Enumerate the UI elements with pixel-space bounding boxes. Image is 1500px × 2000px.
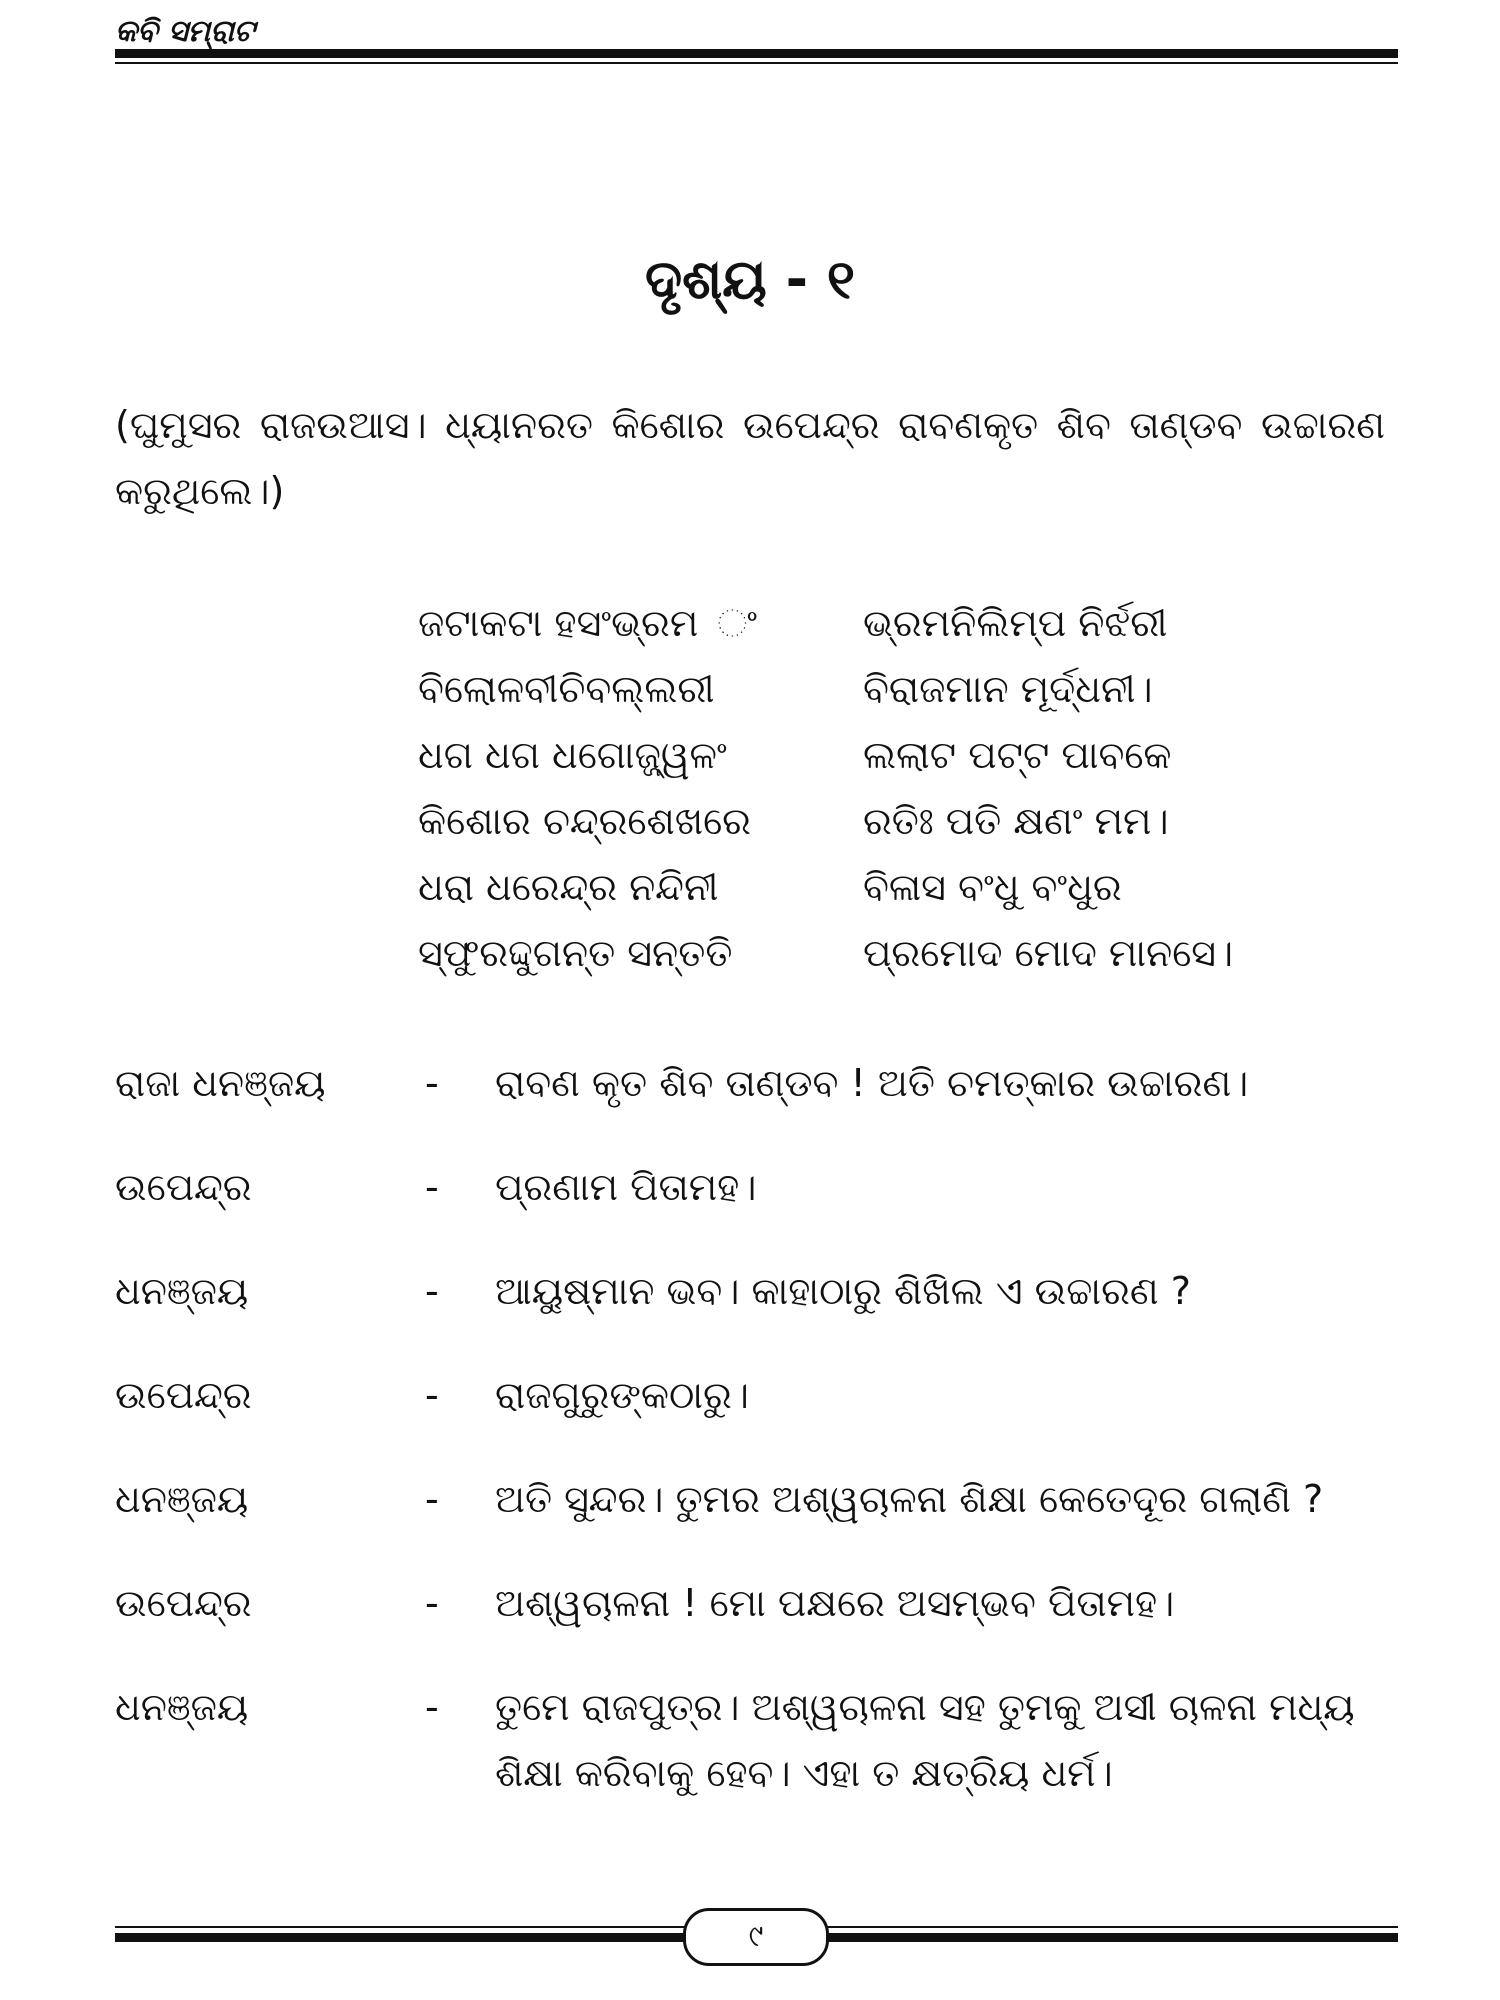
- running-header-title: କବି ସମ୍ରାଟ: [115, 14, 255, 49]
- verse-line-right: ଭ୍ରମନିଲିମ୍ପ ନିର୍ଝରୀ: [863, 601, 1168, 645]
- speaker-dash: -: [425, 1165, 439, 1209]
- speaker-dash: -: [425, 1061, 439, 1105]
- dialogue-block: [115, 1050, 1400, 1844]
- dialogue-text: ଅତି ସୁନ୍ଦର। ତୁମର ଅଶ୍ୱଚାଳନା ଶିକ୍ଷା କେତେଦୂର ଗଲାଣି ?: [495, 1477, 1324, 1521]
- verse-line-left: ଜଟାକଟା ହସଂଭ୍ରମ ଂ: [418, 601, 758, 645]
- verse-line-left: ବିଲୋଳବୀଚିବଲ୍ଲରୀ: [418, 667, 715, 711]
- verse-line-right: ଲଲାଟ ପଟ୍ଟ ପାବକେ: [863, 733, 1172, 777]
- dialogue-row: [115, 1362, 1400, 1428]
- verse-line-left: କିଶୋର ଚନ୍ଦ୍ରଶେଖରେ: [418, 799, 751, 843]
- verse-line-right: ବିଳାସ ବଂଧୁ ବଂଧୁର: [863, 865, 1122, 909]
- dialogue-row: [115, 1674, 1400, 1806]
- speaker-name: ଉପେନ୍ଦ୍ର: [115, 1373, 252, 1417]
- speaker-dash: -: [425, 1581, 439, 1625]
- scene-title: ଦୃଶ୍ୟ - ୧: [644, 248, 856, 311]
- dialogue-text: ରାଜଗୁରୁଙ୍କଠାରୁ।: [495, 1373, 749, 1417]
- header-rule-thin: [115, 62, 1398, 64]
- dialogue-text: ରାବଣ କୃତ ଶିବ ତାଣ୍ଡବ ! ଅତି ଚମତ୍କାର ଉଚ୍ଚାରଣ।: [495, 1061, 1249, 1105]
- header-rule-thick: [115, 49, 1398, 58]
- verse-line-right: ପ୍ରମୋଦ ମୋଦ ମାନସେ।: [863, 931, 1234, 975]
- verse-line-left: ସ୍ଫୁରଦ୍ଦୁଗନ୍ତ ସନ୍ତତି: [418, 931, 733, 975]
- verse-line-left: ଧରା ଧରେନ୍ଦ୍ର ନନ୍ଦିନୀ: [418, 865, 719, 909]
- verse-line-left: ଧଗ ଧଗ ଧଗୋଜ୍ଜ୍ୱଳଂ: [418, 733, 727, 777]
- speaker-name: ଧନଞ୍ଜୟ: [115, 1269, 249, 1313]
- verse-line-right: ରତିଃ ପତି କ୍ଷଣଂ ମମ।: [863, 799, 1169, 843]
- dialogue-text: ଆୟୁଷ୍ମାନ ଭବ। କାହାଠାରୁ ଶିଖିଲ ଏ ଉଚ୍ଚାରଣ ?: [495, 1269, 1191, 1313]
- speaker-dash: -: [425, 1685, 439, 1729]
- dialogue-row: [115, 1258, 1400, 1324]
- verse-line-right: ବିରାଜମାନ ମୂର୍ଦ୍ଧନୀ।: [863, 667, 1153, 711]
- speaker-dash: -: [425, 1477, 439, 1521]
- page-number: ୯: [683, 1908, 829, 1966]
- dialogue-row: [115, 1570, 1400, 1636]
- stage-direction: (ଘୁମୁସର ରାଜଉଆସ। ଧ୍ୟାନରତ କିଶୋର ଉପେନ୍ଦ୍ର ରାବଣକୃତ ଶିବ ତାଣ୍ଡବ ଉଚ୍ଚାରଣ କରୁଥିଲେ।): [115, 403, 1385, 513]
- speaker-dash: -: [425, 1373, 439, 1417]
- dialogue-text: ତୁମେ ରାଜପୁତ୍ର। ଅଶ୍ୱଚାଳନା ସହ ତୁମକୁ ଅସୀ ଚାଳନା ମଧ୍ୟ ଶିକ୍ଷା କରିବାକୁ ହେବ। ଏହା ତ କ୍ଷତ୍ରିୟ ଧର୍ମ।: [495, 1685, 1355, 1795]
- speaker-name: ଉପେନ୍ଦ୍ର: [115, 1581, 252, 1625]
- speaker-name: ରାଜା ଧନଞ୍ଜୟ: [115, 1061, 326, 1105]
- dialogue-row: [115, 1154, 1400, 1220]
- speaker-dash: -: [425, 1269, 439, 1313]
- dialogue-text: ଅଶ୍ୱଚାଳନା ! ମୋ ପକ୍ଷରେ ଅସମ୍ଭବ ପିତାମହ।: [495, 1581, 1175, 1625]
- speaker-name: ଧନଞ୍ଜୟ: [115, 1477, 249, 1521]
- speaker-name: ଧନଞ୍ଜୟ: [115, 1685, 249, 1729]
- dialogue-text: ପ୍ରଣାମ ପିତାମହ।: [495, 1165, 757, 1209]
- speaker-name: ଉପେନ୍ଦ୍ର: [115, 1165, 252, 1209]
- dialogue-row: [115, 1050, 1400, 1116]
- dialogue-row: [115, 1466, 1400, 1532]
